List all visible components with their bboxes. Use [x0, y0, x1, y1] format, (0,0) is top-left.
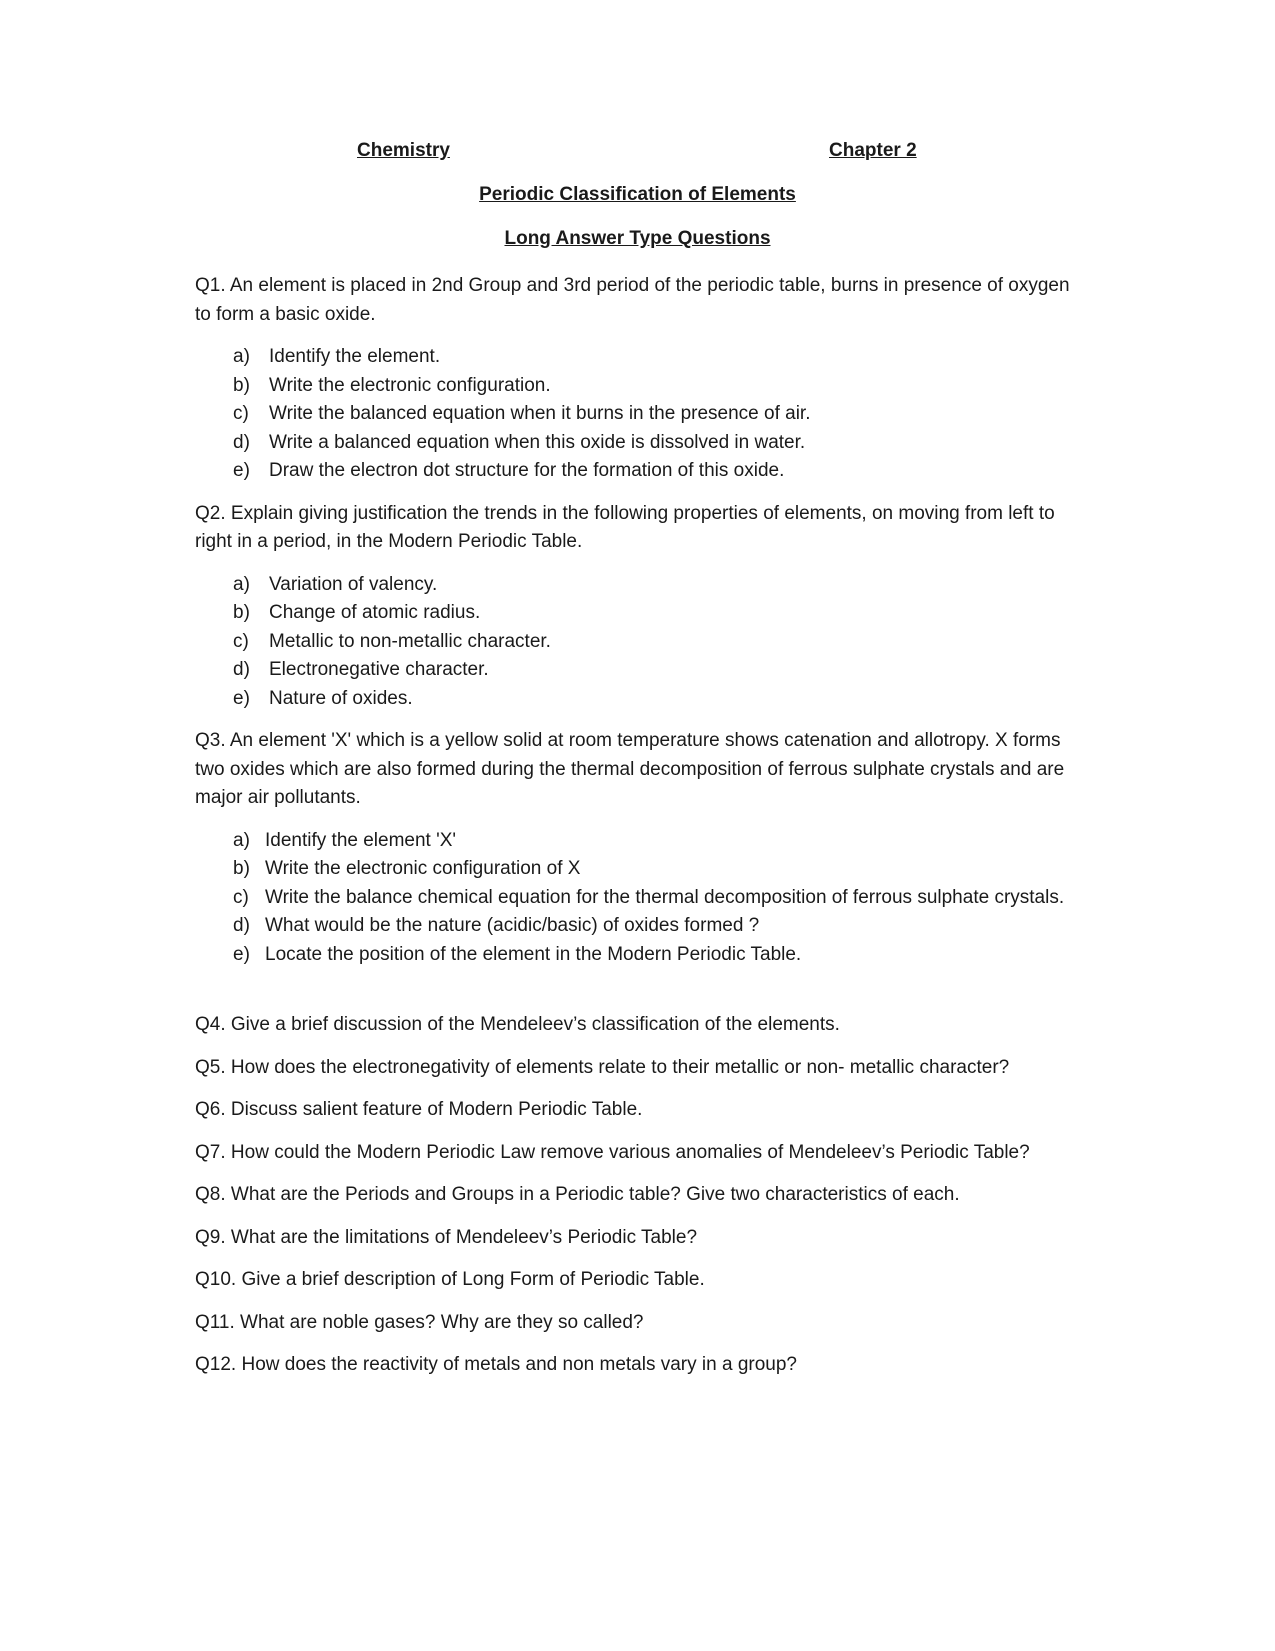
chapter-heading: Chapter 2 [829, 140, 917, 161]
subpart-text: Draw the electron dot structure for the formation of this oxide. [269, 460, 785, 481]
question-2-subparts [195, 571, 1075, 714]
subpart-label: e) [233, 687, 250, 709]
question-1-subparts [195, 343, 1075, 486]
subpart-item [195, 599, 1075, 628]
header-row [0, 140, 1275, 166]
subpart-text: Write the electronic configuration. [269, 374, 551, 396]
subpart-label: b) [233, 602, 250, 623]
subpart-item [195, 372, 1075, 401]
subpart-label: a) [233, 829, 250, 851]
subpart-label: b) [233, 374, 250, 396]
subpart-text: Write a balanced equation when this oxide is dissolved in water. [269, 431, 806, 453]
subpart-text: Nature of oxides. [269, 687, 413, 709]
subpart-text: Electronegative character. [269, 659, 489, 680]
subpart-label: d) [233, 431, 250, 453]
subpart-text: Locate the position of the element in the Modern Periodic Table. [265, 943, 802, 965]
subpart-item [195, 884, 1075, 913]
subpart-label: c) [233, 886, 249, 908]
subpart-item [195, 343, 1075, 372]
question-9: Q9. What are the limitations of Mendeleev’s Periodic Table? [195, 1226, 698, 1248]
subpart-item [195, 912, 1075, 941]
question-3: Q3. An element 'X' which is a yellow solid at room temperature shows catenation and allotropy. X forms two oxides which are also formed during the thermal decomposition of ferrous sulphate crystals and are major air pollutants. [195, 730, 1065, 808]
question-1: Q1. An element is placed in 2nd Group and 3rd period of the periodic table, burns in presence of oxygen to form a basic oxide. [195, 275, 1070, 325]
section-gap [195, 983, 1075, 1011]
subpart-item [195, 457, 1075, 486]
subpart-text: Write the balance chemical equation for the thermal decomposition of ferrous sulphate crystals. [265, 886, 1065, 908]
question-10: Q10. Give a brief description of Long Form of Periodic Table. [195, 1269, 705, 1290]
subpart-label: c) [233, 630, 249, 652]
subpart-item [195, 628, 1075, 657]
question-8: Q8. What are the Periods and Groups in a Periodic table? Give two characteristics of each. [195, 1184, 960, 1205]
subpart-item [195, 827, 1075, 856]
question-11: Q11. What are noble gases? Why are they so called? [195, 1311, 644, 1333]
document-title: Periodic Classification of Elements [479, 184, 796, 205]
subpart-item [195, 941, 1075, 970]
subpart-item [195, 656, 1075, 685]
subpart-text: What would be the nature (acidic/basic) of oxides formed ? [265, 915, 760, 936]
question-2: Q2. Explain giving justification the trends in the following properties of elements, on moving from left to right in a period, in the Modern Periodic Table. [195, 502, 1055, 552]
subpart-item [195, 400, 1075, 429]
question-list [195, 272, 1075, 1394]
question-12: Q12. How does the reactivity of metals and non metals vary in a group? [195, 1354, 797, 1375]
subpart-label: a) [233, 573, 250, 595]
subject-heading: Chemistry [357, 140, 450, 161]
subpart-text: Identify the element. [269, 346, 441, 367]
subpart-text: Identify the element 'X' [265, 829, 457, 851]
subpart-item [195, 571, 1075, 600]
subpart-label: d) [233, 659, 250, 680]
subpart-label: a) [233, 346, 250, 367]
subpart-item [195, 685, 1075, 714]
subpart-text: Write the balanced equation when it burns in the presence of air. [269, 403, 811, 424]
subpart-label: e) [233, 943, 250, 965]
subpart-label: c) [233, 403, 249, 424]
question-4: Q4. Give a brief discussion of the Mendeleev’s classification of the elements. [195, 1014, 840, 1035]
subpart-item [195, 429, 1075, 458]
question-5: Q5. How does the electronegativity of elements relate to their metallic or non- metallic character? [195, 1056, 1010, 1078]
subpart-label: e) [233, 460, 250, 481]
document-subtitle: Long Answer Type Questions [504, 228, 771, 249]
subpart-text: Write the electronic configuration of X [265, 858, 581, 879]
subpart-text: Change of atomic radius. [269, 602, 481, 623]
question-7: Q7. How could the Modern Periodic Law remove various anomalies of Mendeleev’s Periodic Table? [195, 1141, 1030, 1163]
subpart-label: b) [233, 858, 250, 879]
question-6: Q6. Discuss salient feature of Modern Periodic Table. [195, 1099, 643, 1120]
subpart-text: Metallic to non-metallic character. [269, 630, 551, 652]
subpart-item [195, 855, 1075, 884]
subpart-text: Variation of valency. [269, 573, 438, 595]
question-3-subparts [195, 827, 1075, 970]
subpart-label: d) [233, 915, 250, 936]
